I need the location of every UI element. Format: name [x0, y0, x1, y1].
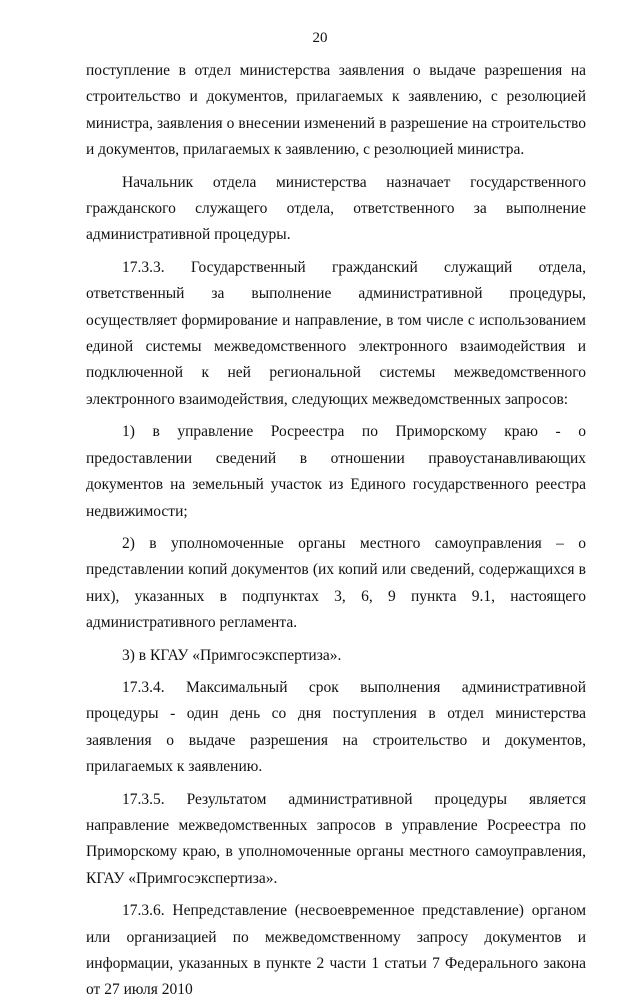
list-item-2: 2) в уполномоченные органы местного самоуправления – о представлении копий документов (их копий или сведений, содержащихся в них), указанных в подпунктах 3, 6, 9 пункта 9.1, настоящего административного регламента.: [86, 534, 586, 632]
document-body: [86, 58, 586, 1004]
list-item-1: 1) в управление Росреестра по Приморскому краю - о предоставлении сведений в отношении правоустанавливающих документов на земельный участок из Единого государственного реестра недвижимости;: [86, 423, 586, 520]
list-item-3: 3) в КГАУ «Примгосэкспертиза».: [122, 646, 342, 664]
paragraph-17-3-3: 17.3.3. Государственный гражданский служащий отдела, ответственный за выполнение административной процедуры, осуществляет формирование и направление, в том числе с использованием единой системы межведомственного электронного взаимодействия и подключенной к ней региональной системы межведомственного электронного взаимодействия, следующих межведомственных запросов:: [86, 258, 586, 408]
paragraph-17-3-6: 17.3.6. Непредставление (несвоевременное представление) органом или организацией по межведомственному запросу документов и информации, указанных в пункте 2 части 1 статьи 7 Федерального закона от 27 июля 2010: [86, 902, 586, 999]
page-number: 20: [312, 30, 328, 46]
paragraph-intro-continuation: поступление в отдел министерства заявления о выдаче разрешения на строительство и документов, прилагаемых к заявлению, с резолюцией министра, заявления о внесении изменений в разрешение на строительство и документов, прилагаемых к заявлению, с резолюцией министра.: [86, 62, 586, 159]
paragraph-17-3-5: 17.3.5. Результатом административной процедуры является направление межведомственных запросов в управление Росреестра по Приморскому краю, в уполномоченные органы местного самоуправления, КГАУ «Примгосэкспертиза».: [86, 790, 586, 887]
paragraph-head-assigns: Начальник отдела министерства назначает государственного гражданского служащего отдела, ответственного за выполнение административной процедуры.: [86, 173, 586, 244]
paragraph-17-3-4: 17.3.4. Максимальный срок выполнения административной процедуры - один день со дня поступления в отдел министерства заявления о выдаче разрешения на строительство и документов, прилагаемых к заявлению.: [86, 678, 586, 776]
